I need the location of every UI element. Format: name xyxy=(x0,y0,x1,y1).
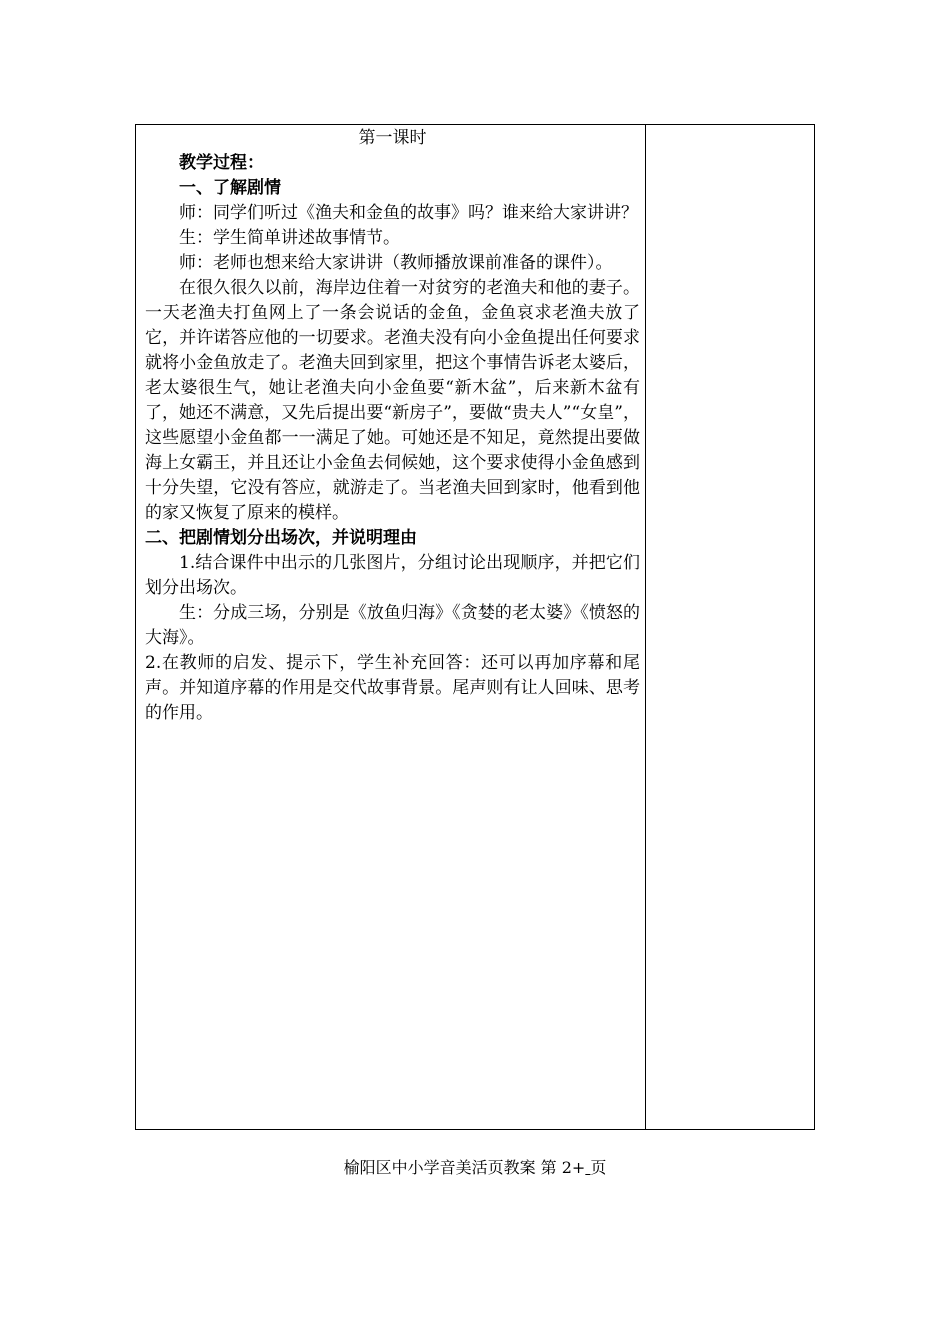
page-footer xyxy=(0,1155,950,1178)
footer-suffix: 页 xyxy=(590,1158,607,1177)
lesson-title: 第一课时 xyxy=(358,128,427,148)
section-2-heading: 二、把剧情划分出场次，并说明理由 xyxy=(145,528,417,548)
item-1: 1.结合课件中出示的几张图片，分组讨论出现顺序，并把它们划分出场次。 xyxy=(145,553,640,598)
section-1-heading: 一、了解剧情 xyxy=(179,178,281,198)
item-2: 2.在教师的启发、提示下，学生补充回答：还可以再加序幕和尾声。并知道序幕的作用是交代故事背景。尾声则有让人回味、思考的作用。 xyxy=(145,653,640,723)
column-divider xyxy=(645,124,646,1130)
student-answer-1: 生：学生简单讲述故事情节。 xyxy=(179,228,400,248)
footer-prefix: 榆阳区中小学音美活页教案 第 2+ xyxy=(343,1158,586,1177)
student-answer-2: 生：分成三场，分别是《放鱼归海》《贪婪的老太婆》《愤怒的大海》。 xyxy=(145,603,640,648)
teacher-play-courseware: 师：老师也想来给大家讲讲（教师播放课前准备的课件）。 xyxy=(179,253,613,273)
lesson-content xyxy=(145,126,640,726)
process-heading: 教学过程： xyxy=(179,153,264,173)
teacher-question: 师：同学们听过《渔夫和金鱼的故事》吗？谁来给大家讲讲？ xyxy=(179,203,638,223)
story-paragraph: 在很久很久以前，海岸边住着一对贫穷的老渔夫和他的妻子。一天老渔夫打鱼网上了一条会说话的金鱼，金鱼哀求老渔夫放了它，并许诺答应他的一切要求。老渔夫没有向小金鱼提出任何要求就将小金鱼放走了。老渔夫回到家里，把这个事情告诉老太婆后，老太婆很生气，她让老渔夫向小金鱼要“新木盆”，后来新木盆有了，她还不满意，又先后提出要“新房子”，要做“贵夫人”“女皇”，这些愿望小金鱼都一一满足了她。可她还是不知足，竟然提出要做海上女霸王，并且还让小金鱼去伺候她，这个要求使得小金鱼感到十分失望，它没有答应，就游走了。当老渔夫回到家时，他看到他的家又恢复了原来的模样。 xyxy=(145,278,640,523)
